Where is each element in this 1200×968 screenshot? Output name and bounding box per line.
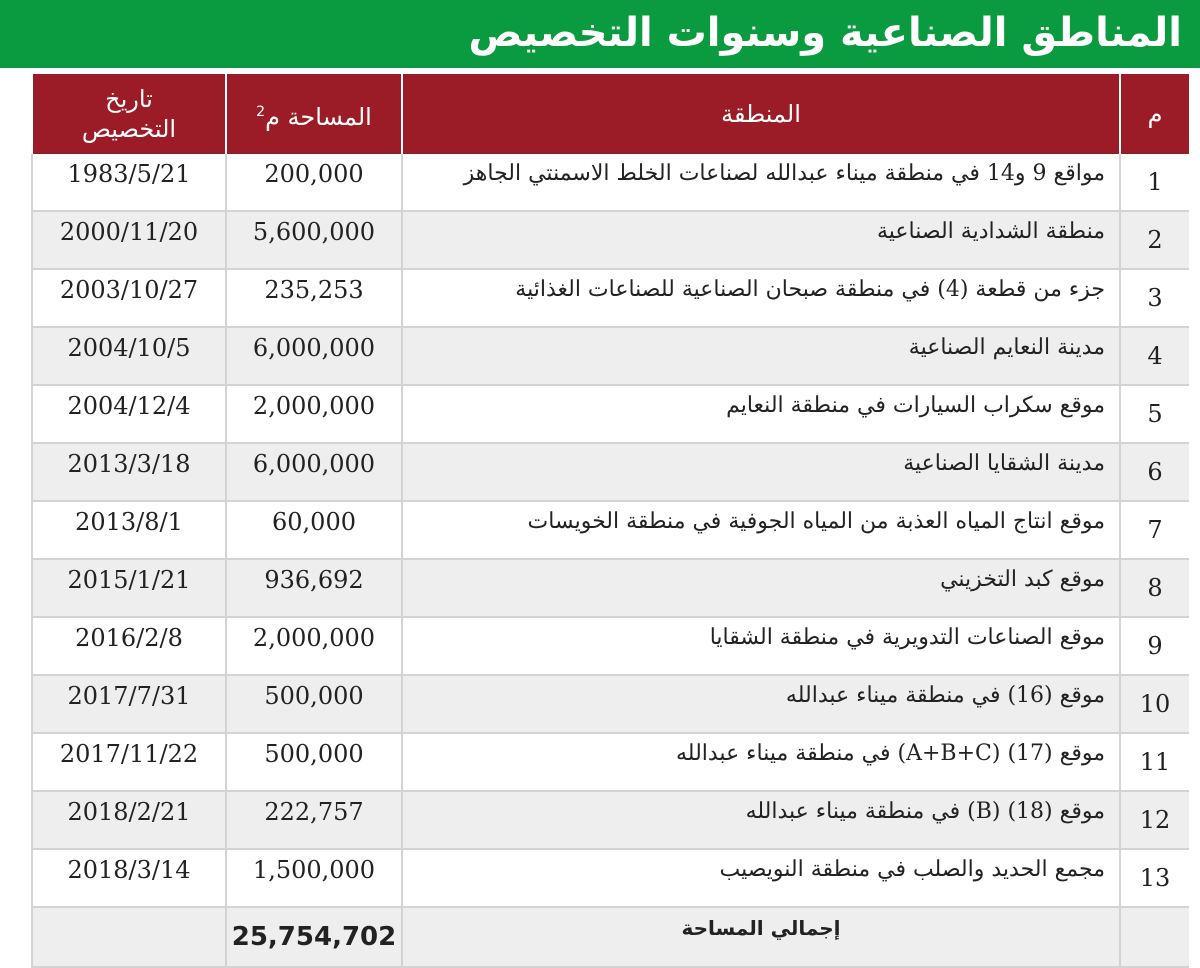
row-num: 12 [1119,792,1189,850]
row-area-name: موقع (16) في منطقة ميناء عبدالله [401,676,1119,734]
row-date: 2015/1/21 [31,560,225,618]
header-date-line1: تاريخ [105,85,153,113]
table-row [31,444,1189,502]
row-num: 11 [1119,734,1189,792]
row-size: 5,600,000 [225,212,401,270]
total-row [31,908,1189,968]
row-num: 8 [1119,560,1189,618]
row-size: 2,000,000 [225,386,401,444]
header-size [225,74,401,154]
row-area-name: منطقة الشدادية الصناعية [401,212,1119,270]
row-num: 7 [1119,502,1189,560]
row-date: 2013/3/18 [31,444,225,502]
row-date: 2004/10/5 [31,328,225,386]
row-date: 2017/7/31 [31,676,225,734]
row-size: 2,000,000 [225,618,401,676]
header-area: المنطقة [401,74,1119,154]
row-num: 4 [1119,328,1189,386]
row-num: 3 [1119,270,1189,328]
row-area-name: موقع (18) (B) في منطقة ميناء عبدالله [401,792,1119,850]
table-row [31,792,1189,850]
table-row [31,386,1189,444]
row-area-name: موقع سكراب السيارات في منطقة النعايم [401,386,1119,444]
table-row [31,734,1189,792]
table-row [31,154,1189,212]
header-num: م [1119,74,1189,154]
row-date: 2017/11/22 [31,734,225,792]
row-size: 6,000,000 [225,444,401,502]
total-date-cell [31,908,225,968]
industrial-zones-table [31,74,1189,968]
total-value: 25,754,702 [225,908,401,968]
row-area-name: موقع انتاج المياه العذبة من المياه الجوفية في منطقة الخويسات [401,502,1119,560]
table-row [31,270,1189,328]
row-num: 5 [1119,386,1189,444]
row-size: 200,000 [225,154,401,212]
table-row [31,560,1189,618]
row-date: 2018/2/21 [31,792,225,850]
row-size: 1,500,000 [225,850,401,908]
row-date: 2018/3/14 [31,850,225,908]
table-row [31,676,1189,734]
row-date: 2003/10/27 [31,270,225,328]
table-row [31,502,1189,560]
row-size: 500,000 [225,734,401,792]
row-area-name: جزء من قطعة (4) في منطقة صبحان الصناعية للصناعات الغذائية [401,270,1119,328]
header-size-sup: 2 [256,103,266,120]
row-num: 6 [1119,444,1189,502]
table-row [31,212,1189,270]
row-area-name: مدينة الشقايا الصناعية [401,444,1119,502]
table-row [31,850,1189,908]
header-date-line2: التخصيص [81,115,177,143]
row-size: 222,757 [225,792,401,850]
row-area-name: موقع (17) (A+B+C) في منطقة ميناء عبدالله [401,734,1119,792]
row-date: 2013/8/1 [31,502,225,560]
row-size: 6,000,000 [225,328,401,386]
row-num: 2 [1119,212,1189,270]
table-row [31,618,1189,676]
row-area-name: مواقع 9 و14 في منطقة ميناء عبدالله لصناعات الخلط الاسمنتي الجاهز [401,154,1119,212]
row-date: 1983/5/21 [31,154,225,212]
title-banner [0,0,1200,68]
table-header-row [31,74,1189,154]
row-num: 9 [1119,618,1189,676]
row-date: 2004/12/4 [31,386,225,444]
row-date: 2000/11/20 [31,212,225,270]
total-num-cell [1119,908,1189,968]
row-area-name: موقع الصناعات التدويرية في منطقة الشقايا [401,618,1119,676]
row-num: 1 [1119,154,1189,212]
row-area-name: مدينة النعايم الصناعية [401,328,1119,386]
row-area-name: موقع كبد التخزيني [401,560,1119,618]
total-label: إجمالي المساحة [401,908,1119,968]
industrial-zones-table-wrapper [31,74,1189,952]
row-area-name: مجمع الحديد والصلب في منطقة النويصيب [401,850,1119,908]
row-num: 10 [1119,676,1189,734]
row-date: 2016/2/8 [31,618,225,676]
row-size: 500,000 [225,676,401,734]
row-size: 235,253 [225,270,401,328]
row-num: 13 [1119,850,1189,908]
table-row [31,328,1189,386]
header-size-label: المساحة م [265,102,372,131]
header-date [31,74,225,154]
page-title: المناطق الصناعية وسنوات التخصيص [468,10,1182,56]
row-size: 936,692 [225,560,401,618]
row-size: 60,000 [225,502,401,560]
